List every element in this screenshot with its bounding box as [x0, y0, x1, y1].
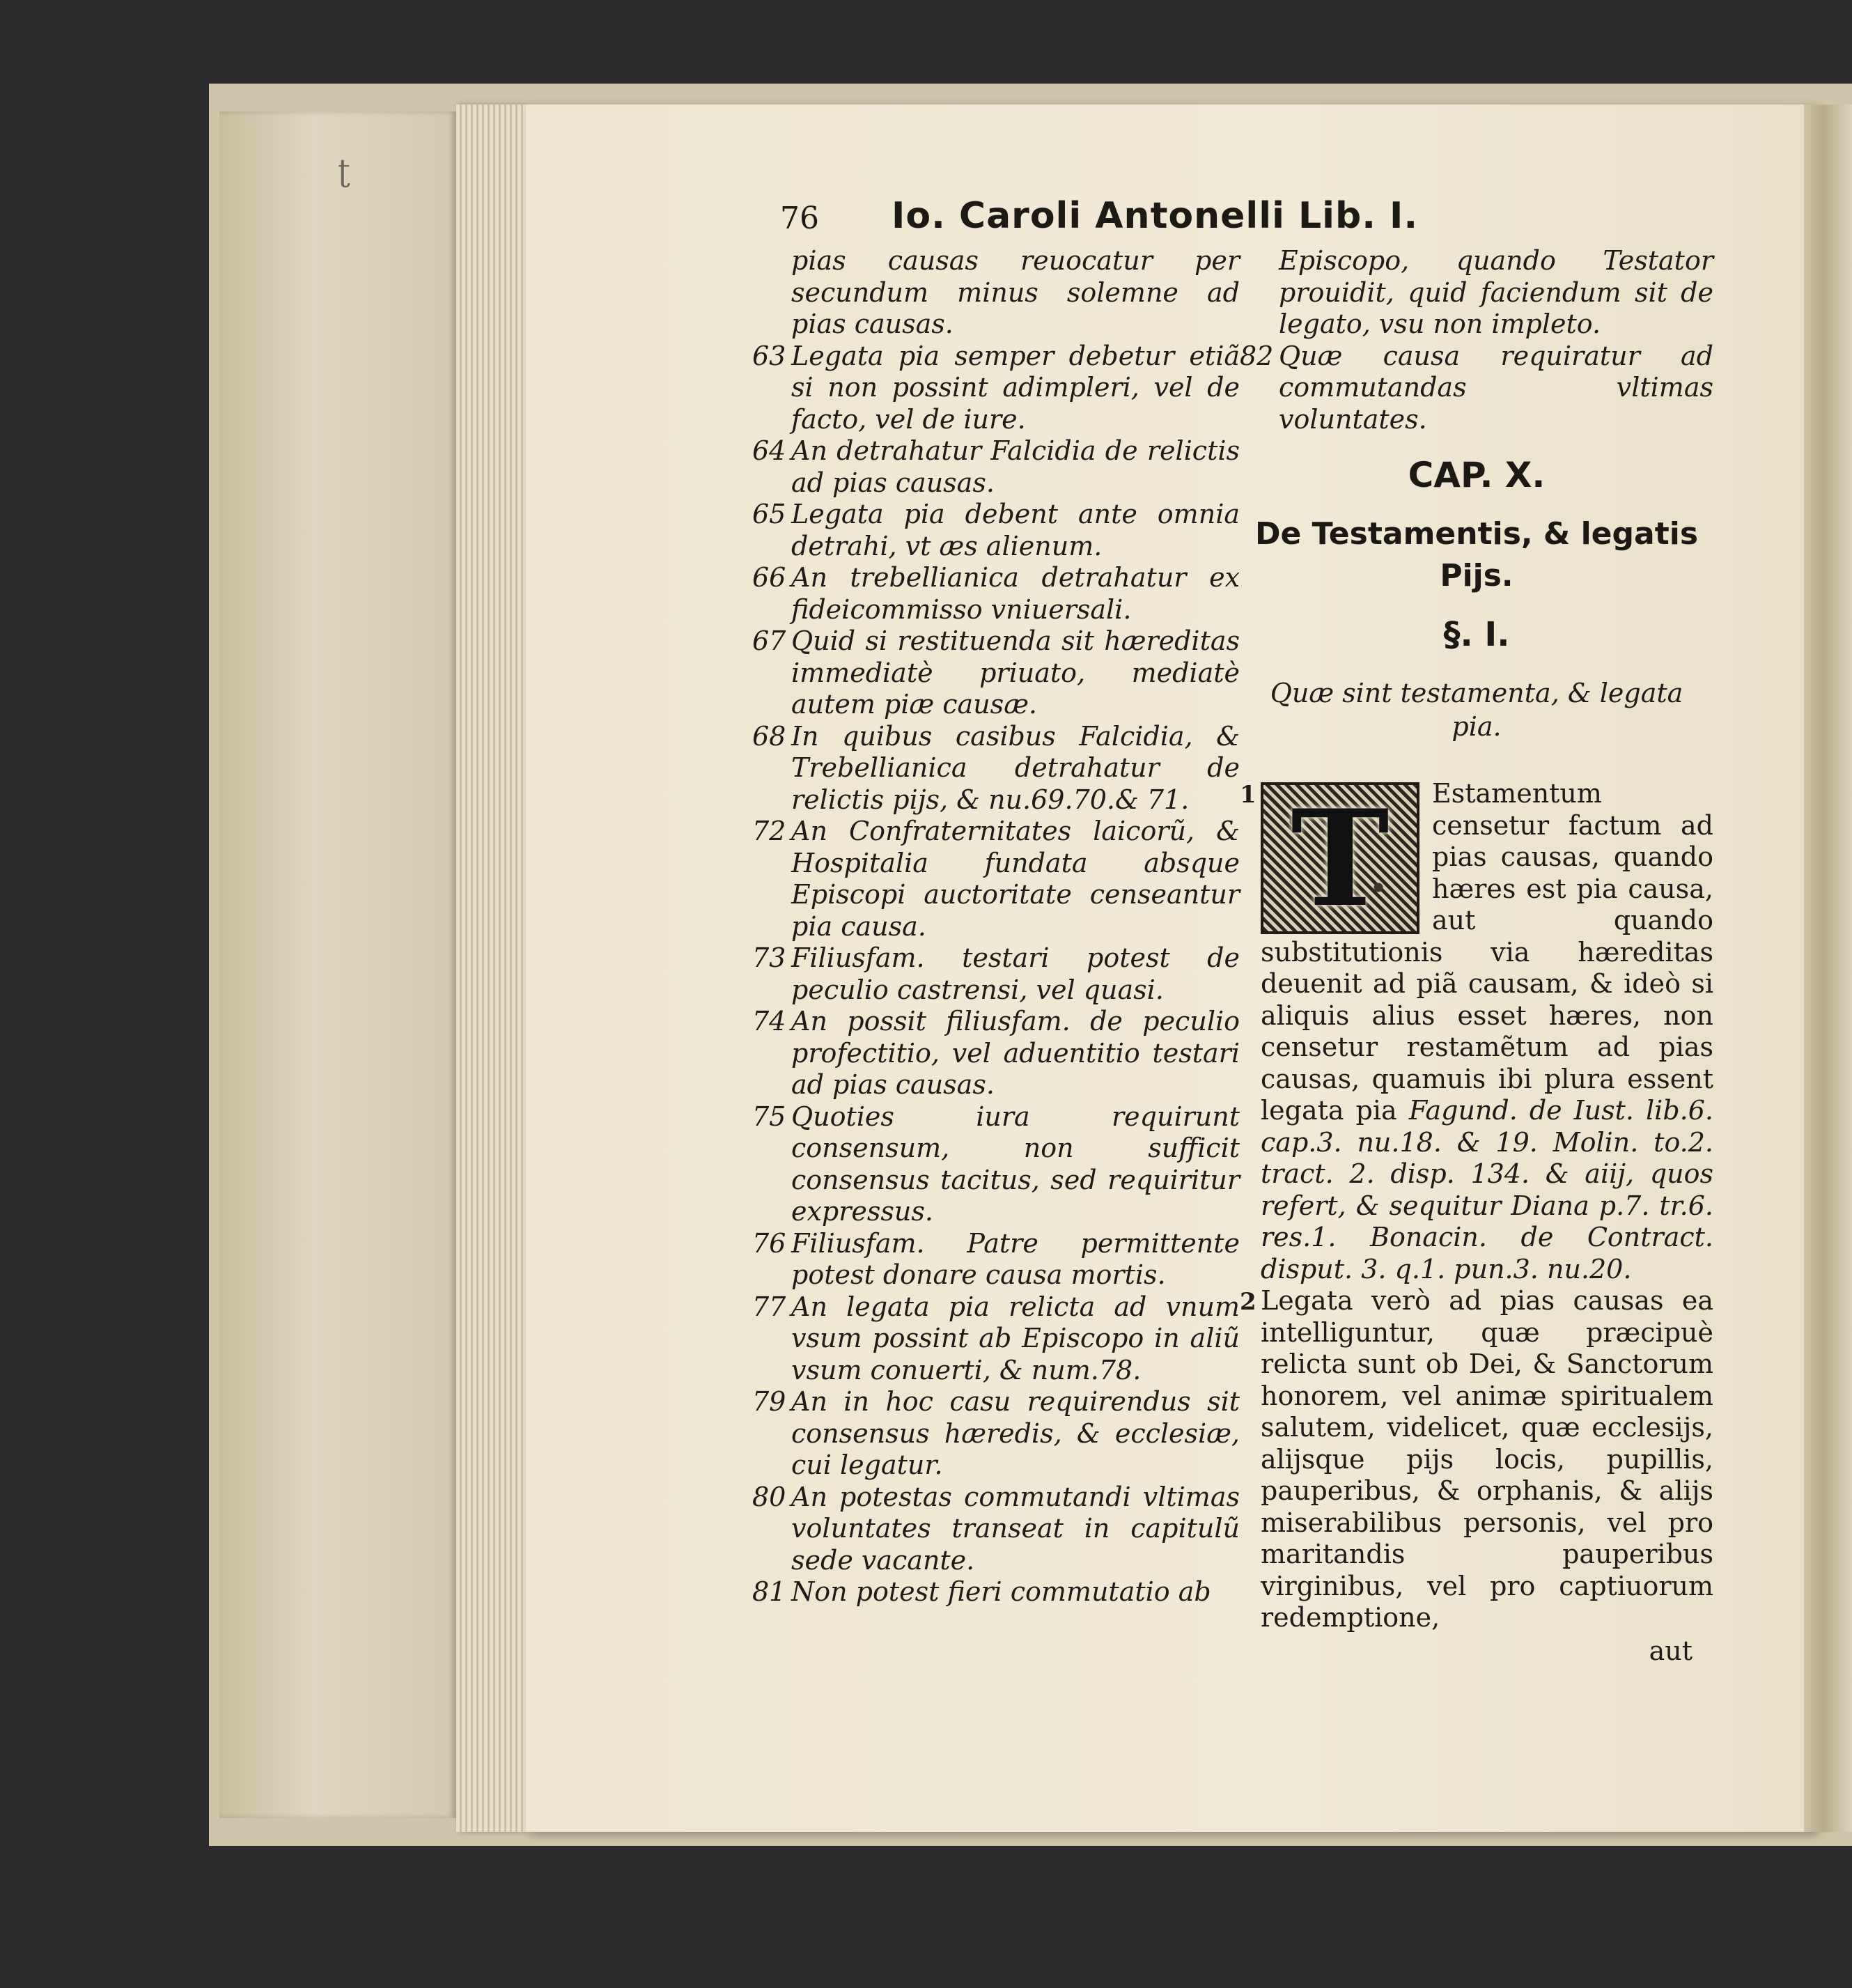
chapter-subtitle-line2: Pijs.: [1440, 558, 1513, 593]
right-column: [1240, 245, 1713, 1666]
paragraph-number: 1: [1240, 781, 1256, 809]
entry-text: An detrahatur Falcidia de relictis ad pias causas.: [791, 435, 1240, 498]
summary-entry: [752, 245, 1240, 341]
catchword: aut: [1649, 1635, 1693, 1666]
entry-text: In quibus casibus Falcidia, & Trebellianica detrahatur de relictis pijs, & nu.69.70.& 71.: [791, 720, 1240, 815]
entry-number: 65: [752, 499, 786, 529]
entry-text: An potestas commutandi vltimas voluntates transeat in capitulũ sede vacante.: [791, 1481, 1240, 1576]
entry-text: Quoties iura requirunt consensum, non sufficit consensus tacitus, sed requiritur expressus.: [791, 1101, 1240, 1227]
entry-number: 72: [752, 816, 786, 846]
entry-number: 64: [752, 435, 786, 466]
chapter-title: CAP. X.: [1408, 455, 1546, 495]
entry-number: 66: [752, 562, 786, 593]
summary-entry: [752, 341, 1240, 436]
flyleaf-page: [219, 111, 456, 1818]
summary-entry: [752, 721, 1240, 816]
entry-text: Non potest fieri commutatio ab: [791, 1576, 1211, 1607]
summary-entry: [752, 942, 1240, 1006]
decorated-initial-icon: [1261, 782, 1419, 934]
entry-text: pias causas reuocatur per secundum minus solemne ad pias causas.: [791, 245, 1240, 339]
section-heading: §. I.: [1443, 615, 1510, 654]
entry-number: 75: [752, 1101, 786, 1132]
entry-text: An in hoc casu requirendus sit consensus hæredis, & ecclesiæ, cui legatur.: [791, 1386, 1240, 1480]
ink-mark-icon: ʈ: [338, 153, 350, 189]
entry-text: Legata pia semper debetur etiã si non possint adimpleri, vel de facto, vel de iure.: [791, 340, 1240, 435]
paragraph-2-text: Legata verò ad pias causas ea intelliguntur, quæ præcipuè relicta sunt ob Dei, & Sanctorum honorem, vel animæ spiritualem salutem, videlicet, quæ ecclesijs, alijsque pijs locis, pupillis, pauperibus, & orphanis, & alijs miserabilibus personis, vel pro maritandis pauperibus virginibus, vel pro captiuorum redemptione,: [1261, 1285, 1713, 1633]
entry-text: An Confraternitates laicorũ, & Hospitalia fundata absque Episcopi auctoritate censeantur pia causa.: [791, 816, 1240, 942]
entry-number: 82: [1240, 340, 1274, 371]
summary-entry: [752, 1482, 1240, 1577]
entry-text: An legata pia relicta ad vnum vsum possint ab Episcopo in aliũ vsum conuerti, & num.78.: [791, 1291, 1240, 1385]
summary-entry: [752, 816, 1240, 942]
entry-number: 80: [752, 1481, 786, 1512]
summary-entry: [752, 1101, 1240, 1228]
entry-number: 68: [752, 720, 786, 752]
paragraph-1-body: Estamentum censetur factum ad pias causas, quando hæres est pia causa, aut quando substitutionis via hæreditas deuenit ad piã causam, & ideò si aliquis alius esset hæres, non censetur restamẽtum ad pias causas, quamuis ibi plura essent legata pia: [1261, 778, 1713, 1126]
paragraph-2: [1240, 1285, 1713, 1634]
initial-letter: T: [1291, 780, 1390, 936]
running-header: [780, 195, 1755, 244]
paragraph-1: [1240, 778, 1713, 1285]
entry-text: Quæ causa requiratur ad commutandas vltimas voluntates.: [1279, 340, 1713, 435]
binding-gutter: [1804, 104, 1852, 1832]
summary-entry: [752, 1386, 1240, 1482]
entry-number: 73: [752, 942, 786, 973]
entry-number: 79: [752, 1386, 786, 1417]
entry-text: Filiusfam. Patre permittente potest donare causa mortis.: [791, 1227, 1240, 1290]
entry-text: Quid si restituenda sit hæreditas immediatè priuato, mediatè autem piæ causæ.: [791, 626, 1240, 720]
summary-entry: [752, 499, 1240, 562]
page-number: 76: [780, 201, 819, 236]
summary-entry: [752, 1006, 1240, 1101]
entry-text: An trebellianica detrahatur ex fideicommisso vniuersali.: [791, 562, 1240, 625]
entry-number: 81: [752, 1576, 786, 1607]
summary-entry: [752, 1576, 1240, 1608]
right-entries: [1240, 245, 1713, 435]
summary-entry: [1240, 245, 1713, 341]
left-column: [752, 245, 1240, 1608]
summary-entry: [752, 1291, 1240, 1387]
summary-entry: [752, 626, 1240, 721]
entry-number: 74: [752, 1006, 786, 1036]
entry-text: Filiusfam. testari potest de peculio castrensi, vel quasi.: [791, 942, 1240, 1005]
section-summary: [1240, 676, 1713, 743]
section-summary-line2: pia.: [1452, 711, 1502, 742]
entry-text: Episcopo, quando Testator prouidit, quid faciendum sit de legato, vsu non impleto.: [1279, 245, 1713, 339]
entry-number: 63: [752, 340, 786, 371]
summary-entry: [752, 1228, 1240, 1291]
entry-number: 76: [752, 1227, 786, 1259]
chapter-subtitle: [1240, 513, 1713, 597]
running-title: Io. Caroli Antonelli Lib. I.: [892, 195, 1419, 237]
entry-text: An possit filiusfam. de peculio profectitio, vel aduentitio testari ad pias causas.: [791, 1006, 1240, 1100]
summary-entry: [752, 562, 1240, 626]
chapter-subtitle-line1: De Testamentis, & legatis: [1254, 516, 1699, 552]
summary-entry: [1240, 341, 1713, 436]
entry-number: 67: [752, 626, 786, 656]
page-edges: [456, 104, 526, 1832]
entry-text: Legata pia debent ante omnia detrahi, vt æs alienum.: [791, 499, 1240, 561]
summary-entry: [752, 435, 1240, 499]
paragraph-1-citation: Fagund. de Iust. lib.6. cap.3. nu.18. & 19. Molin. to.2. tract. 2. disp. 134. & aiij, quos refert, & sequitur Diana p.7. tr.6. res.1. Bonacin. de Contract. disput. 3. q.1. pun.3. nu.20.: [1261, 1095, 1713, 1284]
entry-number: 77: [752, 1291, 786, 1322]
paragraph-number: 2: [1240, 1288, 1256, 1316]
section-summary-line1: Quæ sint testamenta, & legata: [1270, 678, 1683, 708]
